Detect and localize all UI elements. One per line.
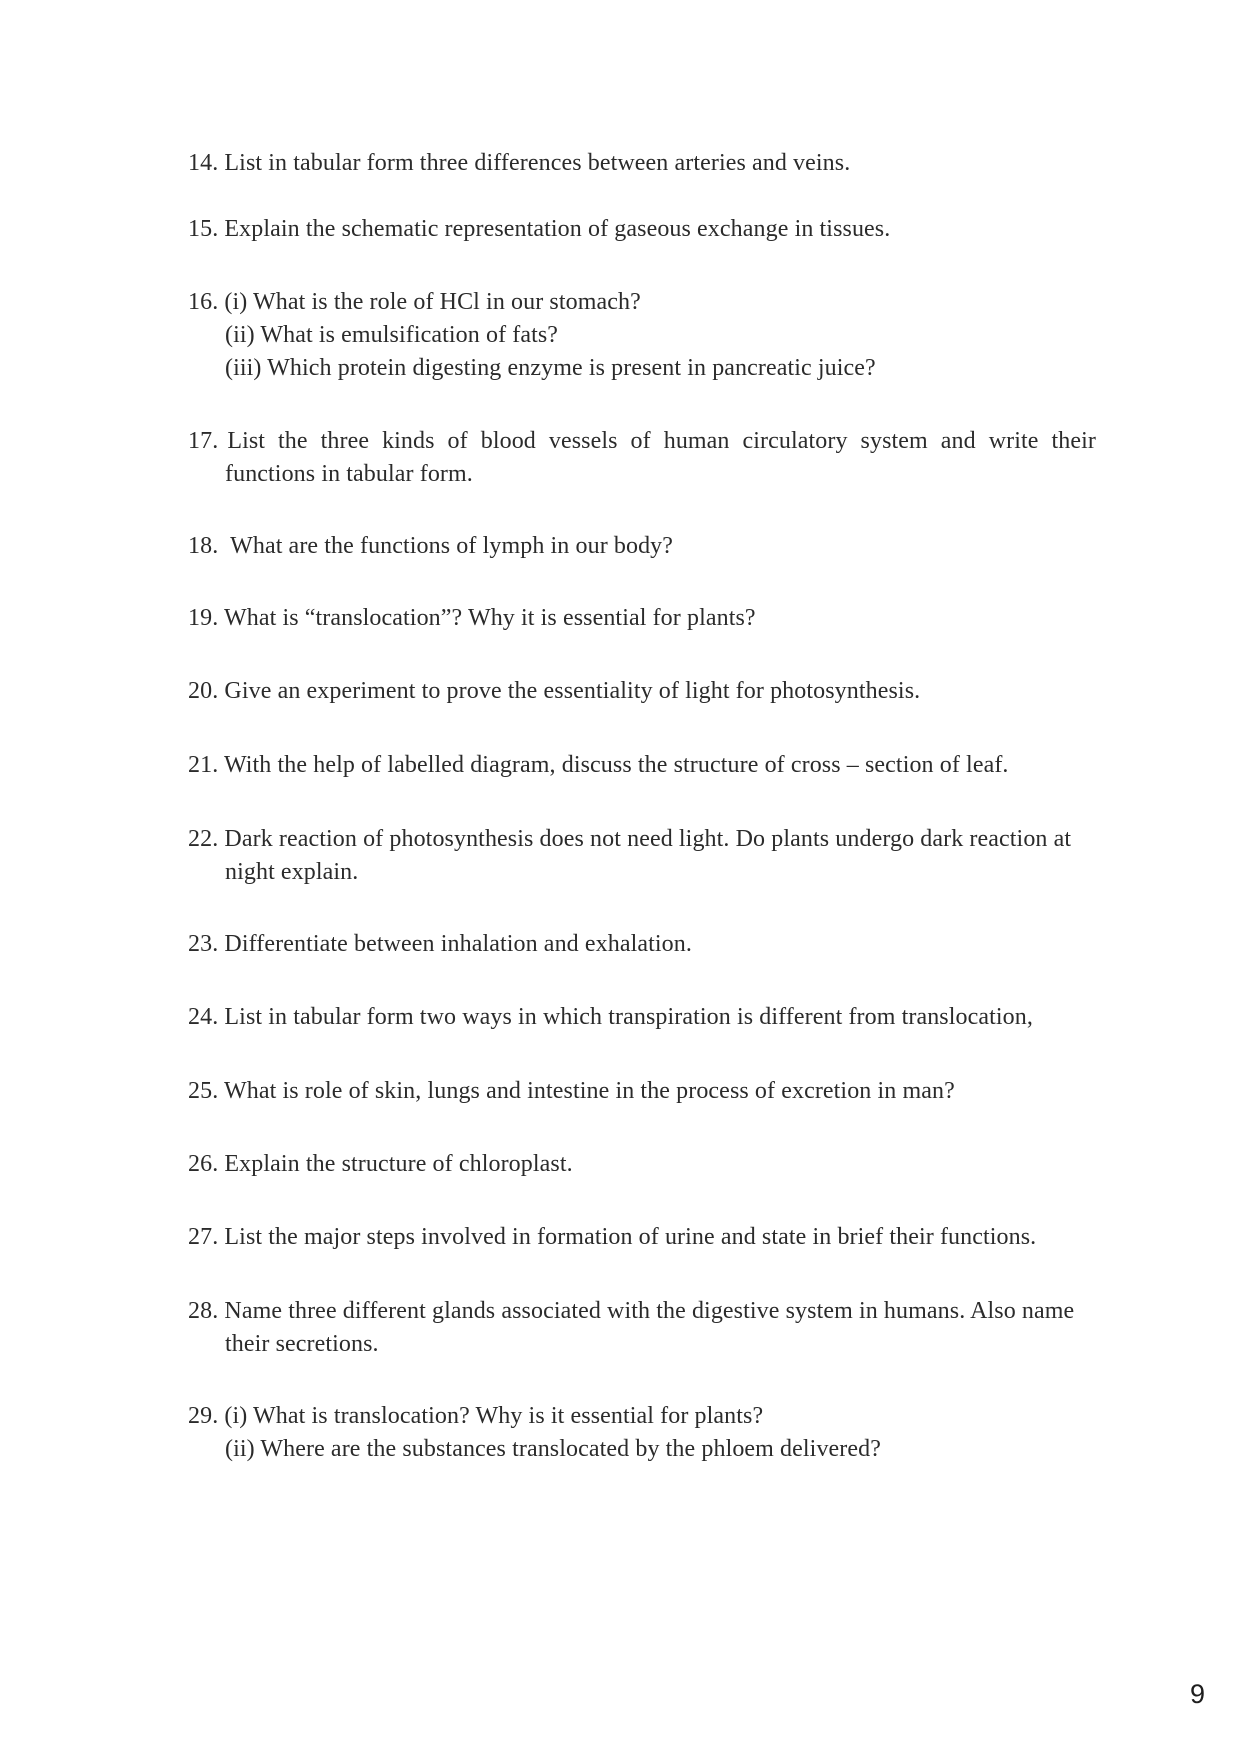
question-16 bbox=[188, 286, 1096, 385]
question-text: List the major steps involved in formation of urine and state in brief their functions. bbox=[224, 1224, 1037, 1250]
question-number: 27. bbox=[188, 1224, 219, 1250]
question-number: 14. bbox=[188, 150, 219, 176]
question-23 bbox=[188, 928, 1096, 961]
question-subpart: (iii) Which protein digesting enzyme is present in pancreatic juice? bbox=[225, 355, 876, 381]
question-text: Explain the schematic representation of gaseous exchange in tissues. bbox=[224, 216, 891, 242]
question-text: List in tabular form two ways in which transpiration is different from translocation, bbox=[224, 1004, 1033, 1030]
question-text-continued: night explain. bbox=[225, 859, 359, 885]
question-number: 25. bbox=[188, 1078, 219, 1104]
question-text: Give an experiment to prove the essentiality of light for photosynthesis. bbox=[224, 678, 921, 704]
question-text: Explain the structure of chloroplast. bbox=[224, 1151, 573, 1177]
question-number: 21. bbox=[188, 752, 219, 778]
question-25 bbox=[188, 1075, 1096, 1108]
question-text: What is “translocation”? Why it is essential for plants? bbox=[223, 605, 756, 631]
page-number: 9 bbox=[1190, 1679, 1206, 1709]
question-number: 19. bbox=[188, 605, 219, 631]
question-24 bbox=[188, 1001, 1096, 1034]
question-number: 18. bbox=[188, 533, 219, 559]
question-text: (i) What is translocation? Why is it essential for plants? bbox=[224, 1403, 764, 1429]
question-28 bbox=[188, 1295, 1096, 1361]
question-26 bbox=[188, 1148, 1096, 1181]
question-text-continued: functions in tabular form. bbox=[225, 461, 473, 487]
question-number: 29. bbox=[188, 1403, 219, 1429]
question-18 bbox=[188, 530, 1096, 563]
question-text: List in tabular form three differences between arteries and veins. bbox=[224, 150, 851, 176]
question-subpart: (ii) Where are the substances translocated by the phloem delivered? bbox=[225, 1436, 881, 1462]
question-29 bbox=[188, 1400, 1096, 1466]
question-text: Dark reaction of photosynthesis does not need light. Do plants undergo dark reaction at bbox=[224, 826, 1072, 852]
question-number: 26. bbox=[188, 1151, 219, 1177]
question-15 bbox=[188, 213, 1096, 246]
question-17 bbox=[188, 425, 1096, 491]
question-text: What is role of skin, lungs and intestine in the process of excretion in man? bbox=[223, 1078, 955, 1104]
question-text: What are the functions of lymph in our body? bbox=[224, 533, 674, 559]
question-text: (i) What is the role of HCl in our stomach? bbox=[224, 289, 641, 315]
question-number: 20. bbox=[188, 678, 219, 704]
question-text: List the three kinds of blood vessels of human circulatory system and write their bbox=[227, 428, 1096, 454]
question-20 bbox=[188, 675, 1096, 708]
question-19 bbox=[188, 602, 1096, 635]
question-number: 23. bbox=[188, 931, 219, 957]
question-number: 16. bbox=[188, 289, 219, 315]
question-text: Differentiate between inhalation and exhalation. bbox=[224, 931, 692, 957]
question-22 bbox=[188, 823, 1096, 889]
question-number: 24. bbox=[188, 1004, 219, 1030]
question-subpart: (ii) What is emulsification of fats? bbox=[225, 322, 559, 348]
question-number: 22. bbox=[188, 826, 219, 852]
question-number: 17. bbox=[188, 428, 219, 454]
question-text-continued: their secretions. bbox=[225, 1331, 379, 1357]
question-number: 28. bbox=[188, 1298, 219, 1324]
question-number: 15. bbox=[188, 216, 219, 242]
question-text: With the help of labelled diagram, discuss the structure of cross – section of leaf. bbox=[223, 752, 1009, 778]
question-27 bbox=[188, 1221, 1096, 1254]
question-14 bbox=[188, 147, 1096, 180]
question-text: Name three different glands associated with the digestive system in humans. Also name bbox=[224, 1298, 1075, 1324]
question-21 bbox=[188, 749, 1096, 782]
